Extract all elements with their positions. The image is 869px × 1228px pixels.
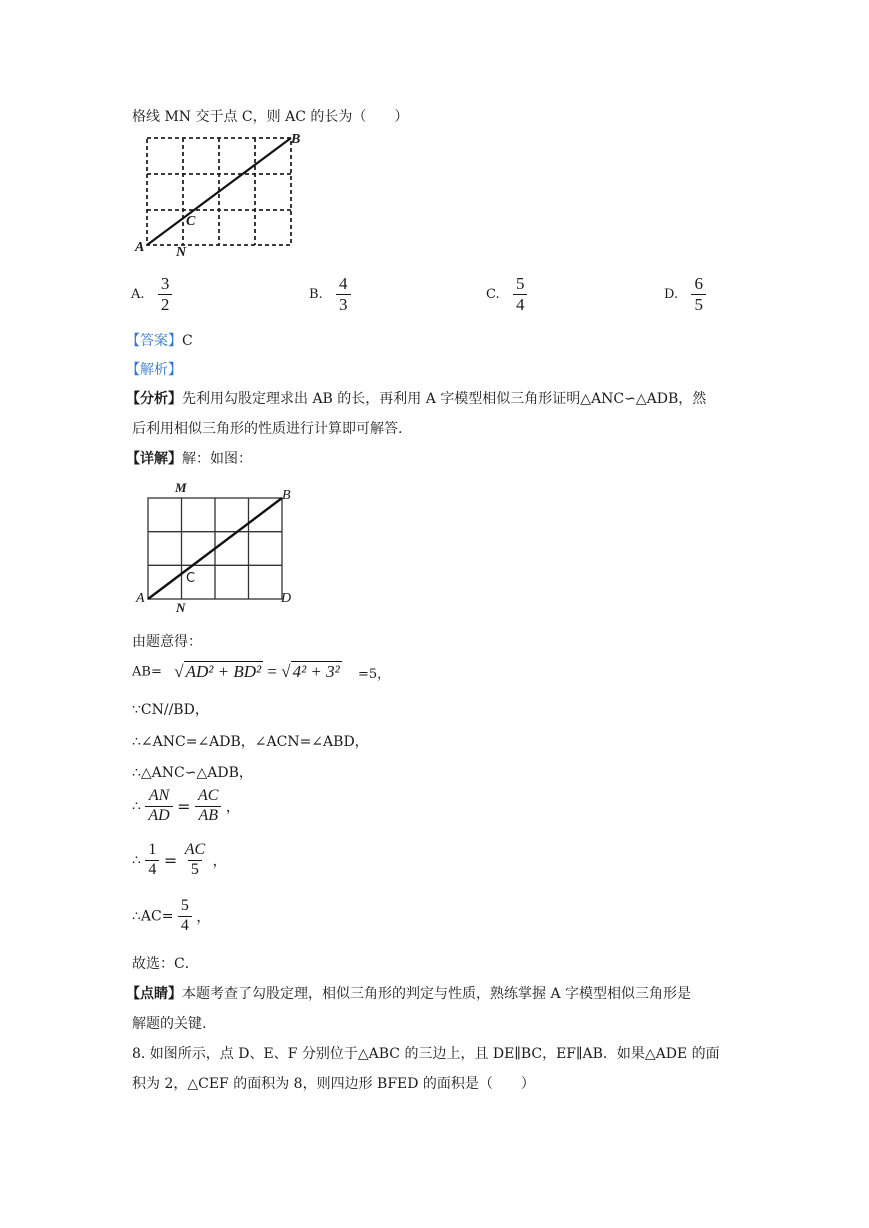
- analysis-tag: 【解析】: [126, 362, 182, 378]
- label-M: M: [175, 480, 187, 495]
- label-A2: A: [136, 591, 145, 606]
- label-N: N: [176, 245, 187, 260]
- fenxi-line1: 【分析】先利用勾股定理求出 AB 的长，再利用 A 字模型相似三角形证明△ANC∽△ADB，然: [126, 391, 707, 407]
- dianjing-line1: 【点睛】本题考查了勾股定理，相似三角形的判定与性质，熟练掌握 A 字模型相似三角形是: [126, 986, 692, 1002]
- answer-line: 【答案】C: [126, 333, 193, 349]
- step-3: ∵CN//BD，: [132, 702, 209, 718]
- step-4: ∴∠ANC=∠ADB，∠ACN=∠ABD，: [132, 734, 369, 750]
- step-2: AB= √ AD² + BD² = √ 4² + 3² =5，: [132, 662, 391, 682]
- dianjing-line2: 解题的关键.: [132, 1016, 207, 1032]
- figure-dashed-grid: [130, 130, 310, 265]
- label-C2: C: [186, 571, 196, 586]
- label-D2: D: [281, 591, 292, 606]
- question8-line1: 8. 如图所示，点 D、E、F 分别位于△ABC 的三边上，且 DE∥BC，EF∥AB．如果△ADE 的面: [132, 1046, 720, 1062]
- option-b: B. $\frac{4}{3}$: [309, 275, 351, 314]
- fenxi-line2: 后利用相似三角形的性质进行计算即可解答.: [132, 421, 403, 437]
- sqrt-ad-bd: AD² + BD²: [185, 662, 262, 681]
- step-9: 故选：C．: [132, 956, 199, 972]
- question-text: 格线 MN 交于点 C，则 AC 的长为（ ）: [132, 109, 409, 125]
- xiangjie-line: 【详解】解：如图：: [126, 451, 252, 467]
- step-7: ∴ $\frac{1}{4}$ = $\frac{AC}{5}$ ，: [132, 841, 227, 878]
- label-B2: B: [282, 488, 291, 503]
- option-a: A. $\frac{3}{2}$: [131, 275, 172, 314]
- step-6: ∴ $\frac{AN}{AD}$ = $\frac{AC}{AB}$ ，: [132, 787, 240, 824]
- label-B: B: [291, 132, 301, 147]
- step-1: 由题意得：: [132, 634, 202, 650]
- label-C: C: [186, 214, 196, 229]
- question8-line2: 积为 2，△CEF 的面积为 8，则四边形 BFED 的面积是（ ）: [132, 1076, 535, 1092]
- label-N2: N: [176, 600, 186, 615]
- step-5: ∴△ANC∽△ADB，: [132, 765, 253, 781]
- option-c: C. $\frac{5}{4}$: [486, 275, 527, 314]
- step-8: ∴AC= $\frac{5}{4}$ ，: [132, 897, 211, 934]
- sqrt-4-3: 4² + 3²: [292, 662, 340, 681]
- option-d: D. $\frac{6}{5}$: [664, 275, 706, 314]
- label-A: A: [135, 240, 145, 255]
